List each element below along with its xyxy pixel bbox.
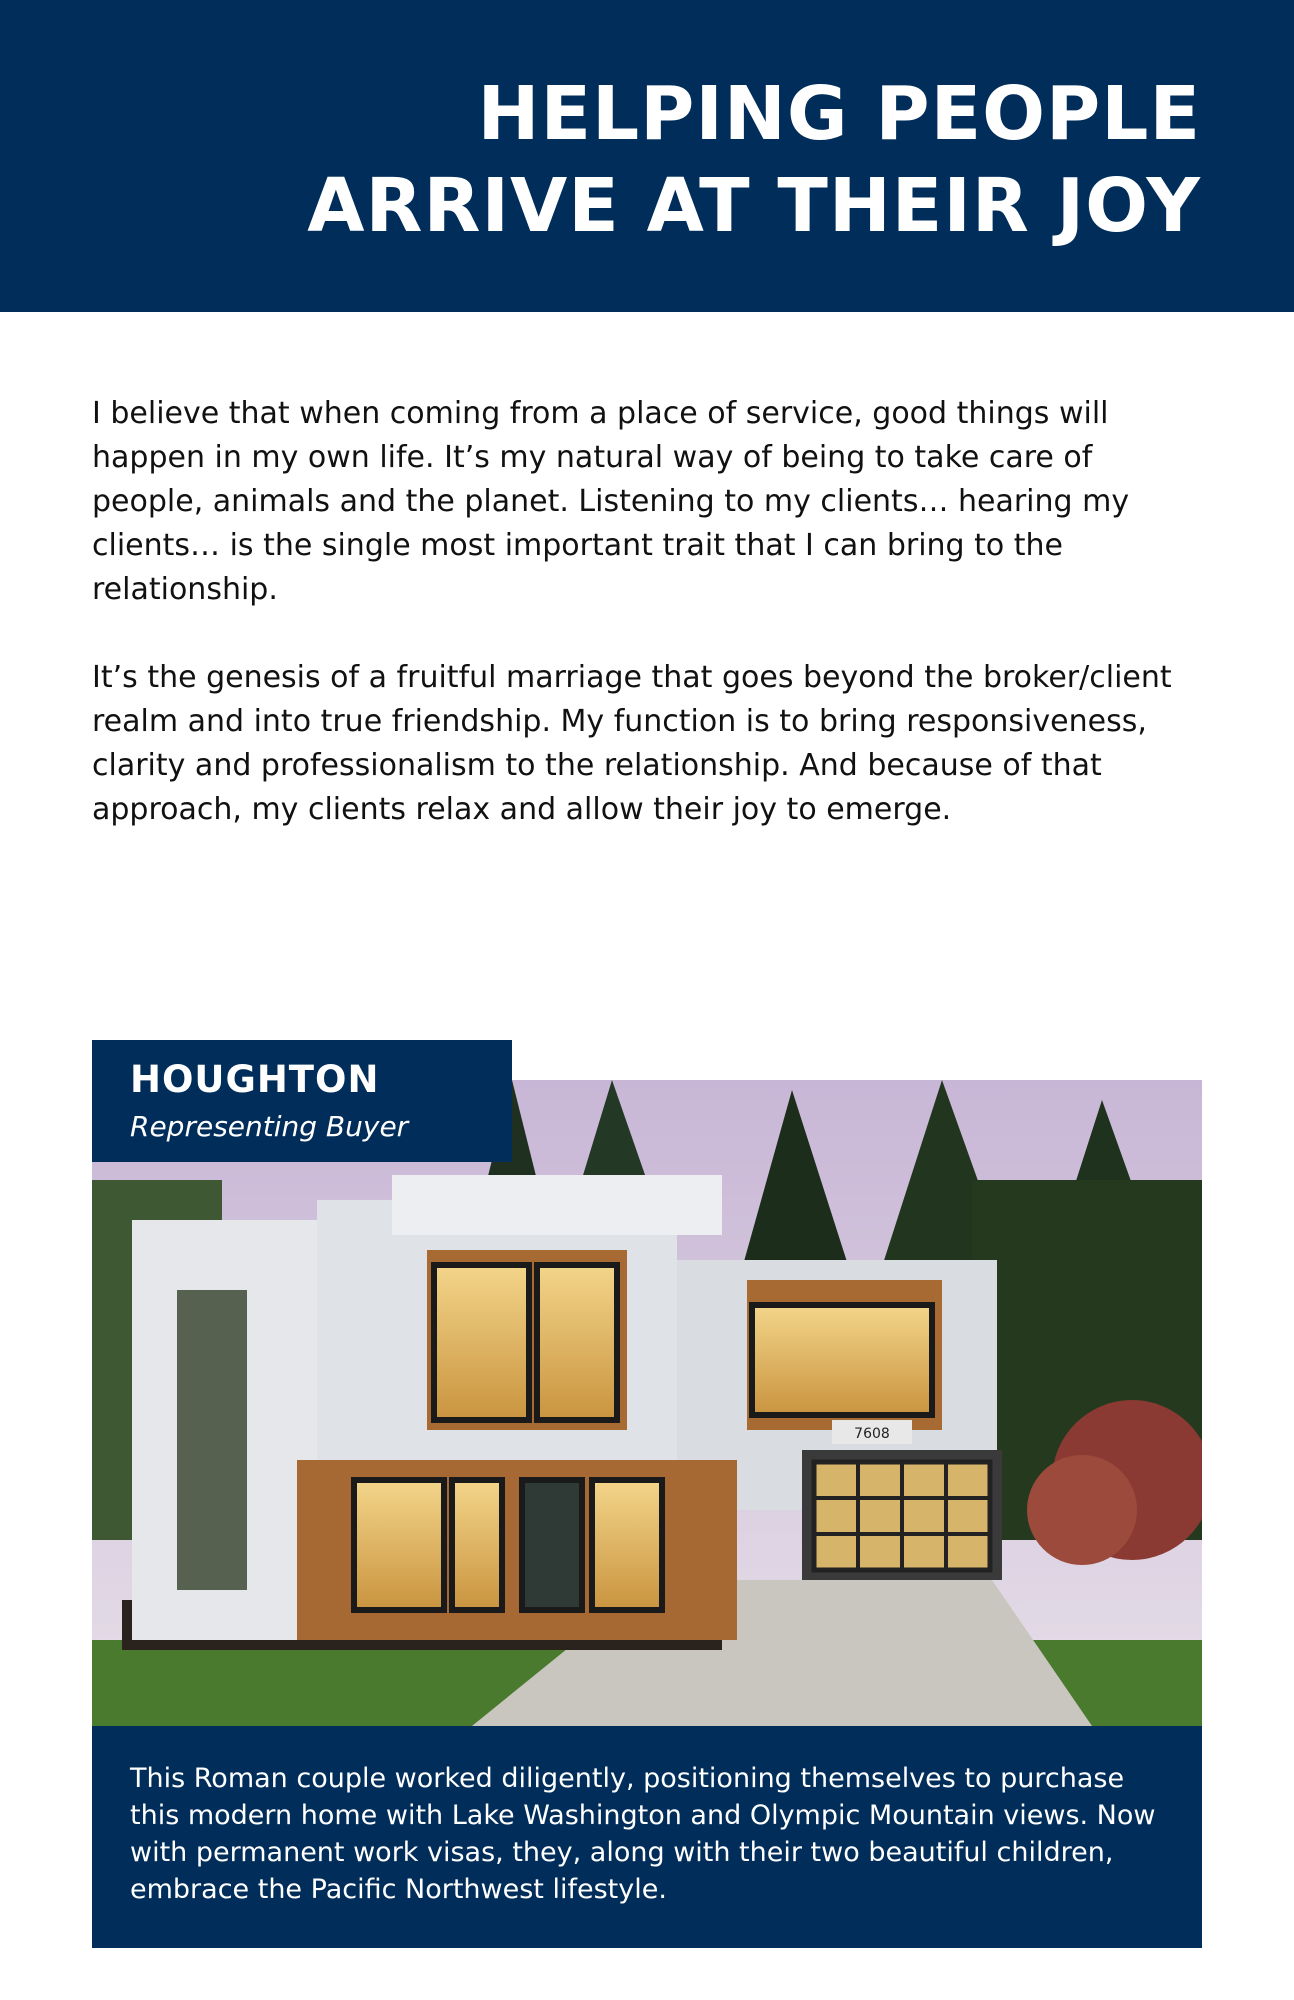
house-photo bbox=[92, 1080, 1202, 1726]
listing-title: HOUGHTON bbox=[130, 1058, 380, 1101]
intro-paragraph-1: I believe that when coming from a place of service, good things will happen in my own life. It’s my natural way of being to take care of people, animals and the planet. Listening to my clients… hearing my clients… is the single most important trait that I can bring to the relationship. bbox=[92, 396, 1130, 607]
headline bbox=[307, 68, 1201, 252]
intro-text bbox=[92, 392, 1202, 876]
headline-line-2: ARRIVE AT THEIR JOY bbox=[307, 163, 1201, 249]
house-number: 7608 bbox=[854, 1426, 890, 1442]
listing-subtitle: Representing Buyer bbox=[130, 1110, 409, 1143]
house-illustration bbox=[92, 1080, 1202, 1726]
intro-paragraph-2: It’s the genesis of a fruitful marriage that goes beyond the broker/client realm and into true friendship. My function is to bring responsiveness, clarity and professionalism to the relationship. And because of that approach, my clients relax and allow their joy to emerge. bbox=[92, 660, 1172, 827]
headline-line-1: HELPING PEOPLE bbox=[477, 71, 1201, 157]
header-banner bbox=[0, 0, 1294, 312]
listing-caption-box bbox=[92, 1726, 1202, 1948]
listing-caption: This Roman couple worked diligently, positioning themselves to purchase this modern home with Lake Washington and Olympic Mountain views. Now with permanent work visas, they, along with their two beautiful children, embrace the Pacific Northwest lifestyle. bbox=[130, 1763, 1156, 1905]
listing-tag bbox=[92, 1040, 512, 1162]
